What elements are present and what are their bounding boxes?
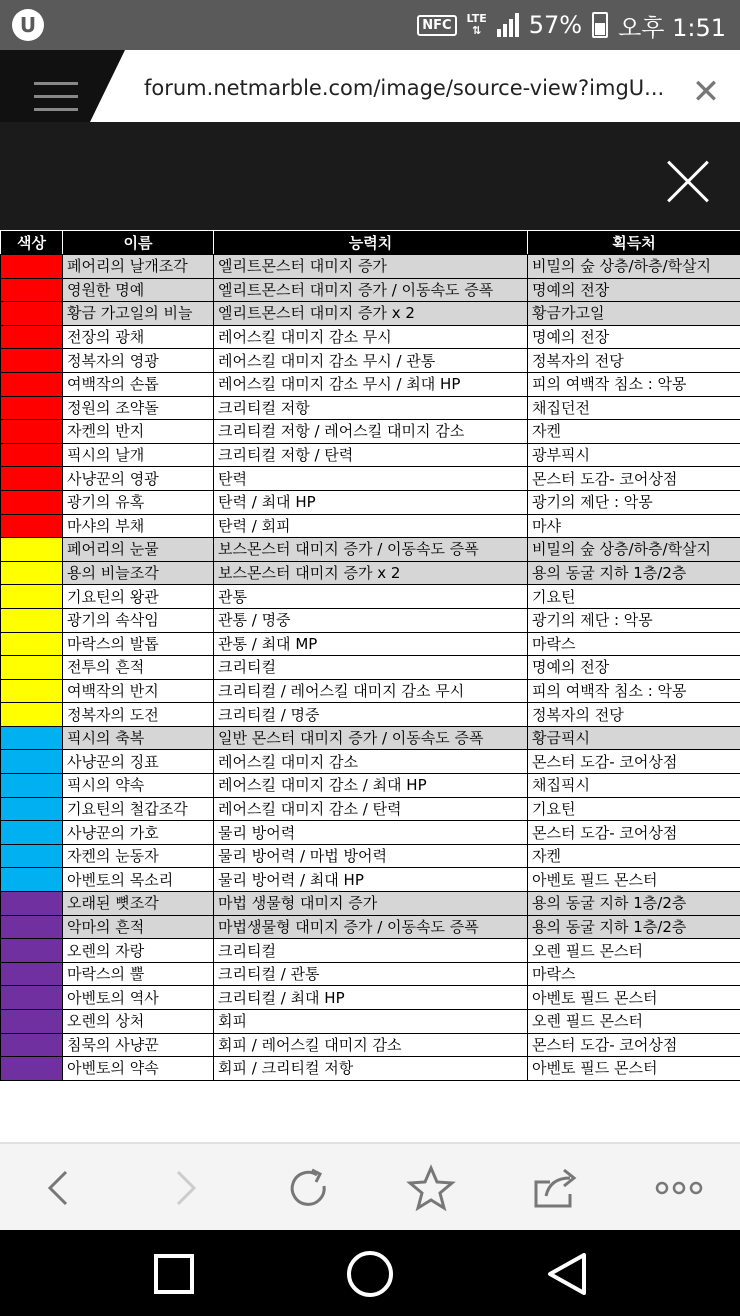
- table-row: [1, 1033, 740, 1057]
- item-source: 자켄: [528, 844, 740, 868]
- table-row: [1, 561, 740, 585]
- color-swatch: [1, 915, 63, 939]
- item-name: 악마의 흔적: [63, 915, 214, 939]
- table-row: [1, 797, 740, 821]
- table-row: [1, 585, 740, 609]
- color-swatch: [1, 868, 63, 892]
- item-name: 황금 가고일의 비늘: [63, 302, 214, 326]
- item-source: 명예의 전장: [528, 325, 740, 349]
- color-swatch: [1, 585, 63, 609]
- recent-apps-icon[interactable]: [154, 1254, 194, 1294]
- item-name: 용의 비늘조각: [63, 561, 214, 585]
- item-stat: 관통 / 최대 MP: [214, 632, 528, 656]
- item-source: 용의 동굴 지하 1층/2층: [528, 915, 740, 939]
- image-viewer-header: [0, 122, 740, 230]
- table-row: [1, 420, 740, 444]
- item-source: 채집픽시: [528, 774, 740, 798]
- table-row: [1, 325, 740, 349]
- item-stat: 레어스킬 대미지 감소 / 탄력: [214, 797, 528, 821]
- table-row: [1, 679, 740, 703]
- app-logo-icon: U: [12, 9, 44, 41]
- item-stat: 탄력: [214, 467, 528, 491]
- item-name: 광기의 속삭임: [63, 608, 214, 632]
- status-indicators: [417, 0, 726, 50]
- item-name: 페어리의 눈물: [63, 538, 214, 562]
- hamburger-icon: [34, 82, 78, 112]
- image-content: [0, 230, 740, 1081]
- item-source: 오렌 필드 몬스터: [528, 939, 740, 963]
- table-row: [1, 538, 740, 562]
- item-stat: 관통 / 명중: [214, 608, 528, 632]
- table-row: [1, 726, 740, 750]
- item-stat: 탄력 / 회피: [214, 514, 528, 538]
- color-swatch: [1, 1033, 63, 1057]
- item-stat: 물리 방어력 / 마법 방어력: [214, 844, 528, 868]
- table-body: [1, 255, 740, 1081]
- item-stat: 레어스킬 대미지 감소 / 최대 HP: [214, 774, 528, 798]
- header-name: 이름: [63, 231, 214, 255]
- chevron-right-icon[interactable]: [160, 1164, 210, 1212]
- color-swatch: [1, 986, 63, 1010]
- table-row: [1, 939, 740, 963]
- item-source: 광부픽시: [528, 443, 740, 467]
- item-name: 침묵의 사냥꾼: [63, 1033, 214, 1057]
- item-name: 페어리의 날개조각: [63, 255, 214, 279]
- item-name: 자켄의 반지: [63, 420, 214, 444]
- table-row: [1, 1057, 740, 1081]
- item-name: 오렌의 자랑: [63, 939, 214, 963]
- item-name: 정복자의 영광: [63, 349, 214, 373]
- item-stat: 크리티컬: [214, 656, 528, 680]
- item-stat: 엘리트몬스터 대미지 증가 x 2: [214, 302, 528, 326]
- close-viewer-icon[interactable]: [666, 160, 710, 204]
- item-stat: 마법생물형 대미지 증가 / 이동속도 증폭: [214, 915, 528, 939]
- color-swatch: [1, 443, 63, 467]
- item-name: 전투의 흔적: [63, 656, 214, 680]
- item-source: 채집던전: [528, 396, 740, 420]
- item-source: 몬스터 도감- 코어상점: [528, 750, 740, 774]
- color-swatch: [1, 396, 63, 420]
- item-source: 비밀의 숲 상층/하층/학살지: [528, 538, 740, 562]
- table-row: [1, 750, 740, 774]
- item-source: 정복자의 전당: [528, 703, 740, 727]
- item-stat: 회피 / 크리티컬 저항: [214, 1057, 528, 1081]
- item-name: 기요틴의 철갑조각: [63, 797, 214, 821]
- item-stat: 레어스킬 대미지 감소 무시 / 관통: [214, 349, 528, 373]
- item-source: 마락스: [528, 962, 740, 986]
- table-row: [1, 656, 740, 680]
- item-name: 사냥꾼의 영광: [63, 467, 214, 491]
- table-row: [1, 1010, 740, 1034]
- color-swatch: [1, 1057, 63, 1081]
- color-swatch: [1, 892, 63, 916]
- item-source: 몬스터 도감- 코어상점: [528, 467, 740, 491]
- item-stat: 크리티컬: [214, 939, 528, 963]
- item-name: 자켄의 눈동자: [63, 844, 214, 868]
- table-row: [1, 821, 740, 845]
- color-swatch: [1, 679, 63, 703]
- lte-label: LTE: [466, 12, 487, 25]
- item-stat: 엘리트몬스터 대미지 증가: [214, 255, 528, 279]
- item-stat: 물리 방어력: [214, 821, 528, 845]
- item-name: 광기의 유혹: [63, 490, 214, 514]
- table-row: [1, 892, 740, 916]
- color-swatch: [1, 632, 63, 656]
- item-stat: 관통: [214, 585, 528, 609]
- signal-icon: [497, 13, 519, 37]
- item-name: 아벤토의 약속: [63, 1057, 214, 1081]
- item-stat: 엘리트몬스터 대미지 증가 / 이동속도 증폭: [214, 278, 528, 302]
- item-name: 영원한 명예: [63, 278, 214, 302]
- battery-icon: [592, 12, 608, 38]
- table-row: [1, 632, 740, 656]
- table-row: [1, 915, 740, 939]
- item-source: 명예의 전장: [528, 656, 740, 680]
- item-name: 아벤토의 목소리: [63, 868, 214, 892]
- color-swatch: [1, 278, 63, 302]
- color-swatch: [1, 939, 63, 963]
- item-source: 오렌 필드 몬스터: [528, 1010, 740, 1034]
- color-swatch: [1, 372, 63, 396]
- table-row: [1, 349, 740, 373]
- header-source: 획득처: [528, 231, 740, 255]
- refresh-icon[interactable]: [284, 1164, 334, 1212]
- item-stat: 탄력 / 최대 HP: [214, 490, 528, 514]
- item-source: 용의 동굴 지하 1층/2층: [528, 561, 740, 585]
- item-stat: 보스몬스터 대미지 증가 / 이동속도 증폭: [214, 538, 528, 562]
- color-swatch: [1, 1010, 63, 1034]
- item-source: 마샤: [528, 514, 740, 538]
- item-name: 정원의 조약돌: [63, 396, 214, 420]
- browser-toolbar: [0, 1142, 740, 1230]
- table-row: [1, 868, 740, 892]
- item-stat: 크리티컬 / 최대 HP: [214, 986, 528, 1010]
- item-stat: 크리티컬 / 레어스킬 대미지 감소 무시: [214, 679, 528, 703]
- color-swatch: [1, 797, 63, 821]
- item-stat: 일반 몬스터 대미지 증가 / 이동속도 증폭: [214, 726, 528, 750]
- color-swatch: [1, 750, 63, 774]
- system-nav-bar: [0, 1230, 740, 1316]
- item-stat: 크리티컬 저항: [214, 396, 528, 420]
- nfc-icon: NFC: [417, 15, 456, 36]
- item-name: 픽시의 날개: [63, 443, 214, 467]
- item-source: 황금픽시: [528, 726, 740, 750]
- color-swatch: [1, 255, 63, 279]
- item-name: 마락스의 발톱: [63, 632, 214, 656]
- table-row: [1, 443, 740, 467]
- table-row: [1, 255, 740, 279]
- item-stat: 회피: [214, 1010, 528, 1034]
- color-swatch: [1, 325, 63, 349]
- item-source: 몬스터 도감- 코어상점: [528, 821, 740, 845]
- color-swatch: [1, 821, 63, 845]
- item-stat: 마법 생물형 대미지 증가: [214, 892, 528, 916]
- item-stat: 보스몬스터 대미지 증가 x 2: [214, 561, 528, 585]
- header-stat: 능력치: [214, 231, 528, 255]
- battery-percent: 57%: [528, 11, 583, 39]
- color-swatch: [1, 656, 63, 680]
- url-text[interactable]: forum.netmarble.com/image/source-view?imgU...: [144, 76, 665, 100]
- color-swatch: [1, 467, 63, 491]
- item-name: 여백작의 반지: [63, 679, 214, 703]
- item-source: 기요틴: [528, 585, 740, 609]
- color-swatch: [1, 703, 63, 727]
- url-bar: [0, 50, 740, 122]
- more-icon[interactable]: [654, 1164, 704, 1212]
- item-source: 아벤토 필드 몬스터: [528, 1057, 740, 1081]
- color-swatch: [1, 349, 63, 373]
- item-source: 비밀의 숲 상층/하층/학살지: [528, 255, 740, 279]
- item-source: 광기의 제단 : 악몽: [528, 608, 740, 632]
- item-name: 픽시의 축복: [63, 726, 214, 750]
- lte-icon: LTE ⇅: [466, 12, 487, 37]
- table-row: [1, 302, 740, 326]
- item-source: 피의 여백작 침소 : 악몽: [528, 679, 740, 703]
- color-swatch: [1, 302, 63, 326]
- item-name: 아벤토의 역사: [63, 986, 214, 1010]
- table-row: [1, 514, 740, 538]
- item-table: [0, 230, 740, 1081]
- status-bar: [0, 0, 740, 50]
- item-source: 기요틴: [528, 797, 740, 821]
- item-source: 황금가고일: [528, 302, 740, 326]
- share-icon[interactable]: [530, 1164, 580, 1212]
- item-stat: 크리티컬 / 관통: [214, 962, 528, 986]
- color-swatch: [1, 962, 63, 986]
- item-name: 정복자의 도전: [63, 703, 214, 727]
- table-row: [1, 490, 740, 514]
- item-name: 여백작의 손톱: [63, 372, 214, 396]
- clock: 오후 1:51: [618, 13, 726, 42]
- item-source: 광기의 제단 : 악몽: [528, 490, 740, 514]
- item-name: 픽시의 약속: [63, 774, 214, 798]
- item-source: 아벤토 필드 몬스터: [528, 868, 740, 892]
- item-source: 아벤토 필드 몬스터: [528, 986, 740, 1010]
- item-name: 오래된 뼛조각: [63, 892, 214, 916]
- color-swatch: [1, 561, 63, 585]
- item-name: 마샤의 부채: [63, 514, 214, 538]
- table-row: [1, 467, 740, 491]
- item-name: 사냥꾼의 가호: [63, 821, 214, 845]
- item-name: 사냥꾼의 징표: [63, 750, 214, 774]
- item-stat: 크리티컬 저항 / 레어스킬 대미지 감소: [214, 420, 528, 444]
- item-stat: 회피 / 레어스킬 대미지 감소: [214, 1033, 528, 1057]
- item-name: 마락스의 뿔: [63, 962, 214, 986]
- back-icon[interactable]: [546, 1252, 588, 1296]
- table-row: [1, 962, 740, 986]
- color-swatch: [1, 844, 63, 868]
- menu-button[interactable]: [0, 50, 125, 122]
- table-header-row: [1, 231, 740, 255]
- item-stat: 크리티컬 / 명중: [214, 703, 528, 727]
- item-source: 마락스: [528, 632, 740, 656]
- color-swatch: [1, 514, 63, 538]
- chevron-left-icon[interactable]: [34, 1164, 84, 1212]
- table-row: [1, 703, 740, 727]
- home-icon[interactable]: [347, 1251, 393, 1297]
- color-swatch: [1, 608, 63, 632]
- item-stat: 물리 방어력 / 최대 HP: [214, 868, 528, 892]
- header-color: 색상: [1, 231, 63, 255]
- item-name: 전장의 광채: [63, 325, 214, 349]
- item-stat: 레어스킬 대미지 감소 무시 / 최대 HP: [214, 372, 528, 396]
- item-source: 피의 여백작 침소 : 악몽: [528, 372, 740, 396]
- table-row: [1, 372, 740, 396]
- color-swatch: [1, 774, 63, 798]
- item-stat: 레어스킬 대미지 감소 무시: [214, 325, 528, 349]
- table-row: [1, 774, 740, 798]
- table-row: [1, 844, 740, 868]
- star-icon[interactable]: [406, 1164, 456, 1212]
- item-name: 오렌의 상처: [63, 1010, 214, 1034]
- item-stat: 크리티컬 저항 / 탄력: [214, 443, 528, 467]
- color-swatch: [1, 538, 63, 562]
- table-row: [1, 396, 740, 420]
- table-row: [1, 278, 740, 302]
- color-swatch: [1, 726, 63, 750]
- table-row: [1, 608, 740, 632]
- color-swatch: [1, 490, 63, 514]
- item-source: 정복자의 전당: [528, 349, 740, 373]
- table-row: [1, 986, 740, 1010]
- item-source: 몬스터 도감- 코어상점: [528, 1033, 740, 1057]
- color-swatch: [1, 420, 63, 444]
- item-source: 명예의 전장: [528, 278, 740, 302]
- item-name: 기요틴의 왕관: [63, 585, 214, 609]
- close-tab-icon[interactable]: ✕: [691, 72, 721, 112]
- item-stat: 레어스킬 대미지 감소: [214, 750, 528, 774]
- item-source: 용의 동굴 지하 1층/2층: [528, 892, 740, 916]
- item-source: 자켄: [528, 420, 740, 444]
